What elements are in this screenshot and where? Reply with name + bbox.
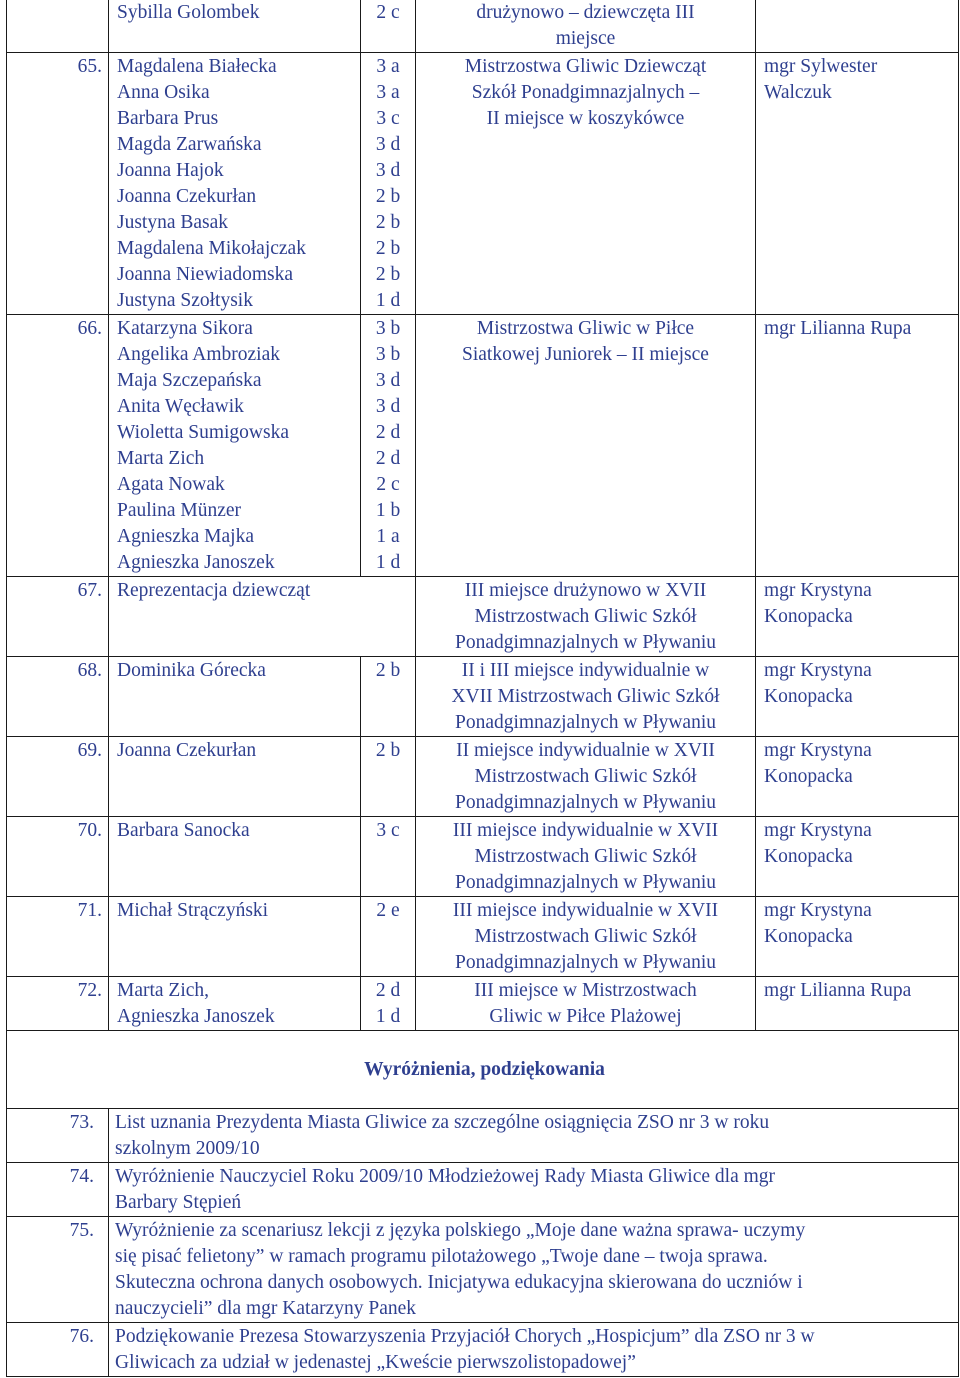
award-number: 73. — [7, 1109, 109, 1163]
class-code: 2 d — [375, 422, 401, 443]
entry-achievement — [416, 737, 756, 817]
award-number: 74. — [7, 1163, 109, 1217]
award-line: Barbary Stępień — [115, 1192, 242, 1213]
class-code: 3 a — [376, 82, 400, 103]
award-line: szkolnym 2009/10 — [115, 1138, 260, 1159]
award-text — [109, 1109, 959, 1163]
entry-teacher — [756, 817, 959, 897]
student-name: Marta Zich, — [117, 980, 210, 1001]
achievement-line: III miejsce indywidualnie w XVII — [452, 820, 719, 841]
award-line: Wyróżnienie za scenariusz lekcji z języka polskiego „Moje dane ważna sprawa- uczymy — [115, 1220, 806, 1241]
entry-number: 72. — [7, 977, 109, 1031]
class-code: 3 d — [375, 370, 401, 391]
teacher-name: Konopacka — [764, 926, 853, 947]
class-code: 2 b — [375, 186, 401, 207]
student-name: Michał Strączyński — [117, 900, 269, 921]
entry-achievement — [416, 577, 756, 657]
entry-teacher — [756, 977, 959, 1031]
class-code: 3 d — [375, 160, 401, 181]
class-code: 2 c — [376, 474, 400, 495]
class-code: 2 b — [375, 660, 401, 681]
student-name: Paulina Münzer — [117, 500, 242, 521]
class-code: 3 d — [375, 396, 401, 417]
student-name: Angelika Ambroziak — [117, 344, 280, 365]
entry-number: 70. — [7, 817, 109, 897]
table-row — [7, 977, 959, 1031]
class-code: 2 b — [375, 264, 401, 285]
student-name: Anita Węcławik — [117, 396, 244, 417]
entry-achievement — [416, 897, 756, 977]
class-code: 2 b — [375, 238, 401, 259]
teacher-name: mgr Krystyna — [764, 580, 872, 601]
section-title: Wyróżnienia, podziękowania — [364, 1059, 605, 1080]
achievement-line: miejsce — [555, 28, 616, 49]
achievement-line: II miejsce w koszykówce — [486, 108, 685, 129]
award-item — [7, 1109, 959, 1163]
table-row — [7, 53, 959, 315]
award-text — [109, 1163, 959, 1217]
achievement-line: drużynowo – dziewczęta III — [476, 2, 695, 23]
student-name: Anna Osika — [117, 82, 210, 103]
entry-teacher — [756, 657, 959, 737]
entry-number: 65. — [7, 53, 109, 315]
award-line: Wyróżnienie Nauczyciel Roku 2009/10 Młodzieżowej Rady Miasta Gliwice dla mgr — [115, 1166, 776, 1187]
achievement-line: II i III miejsce indywidualnie w — [461, 660, 710, 681]
table-row — [7, 657, 959, 737]
entry-classes — [361, 315, 416, 577]
section-cell — [7, 1031, 959, 1109]
entry-classes — [361, 737, 416, 817]
entry-names — [109, 897, 361, 977]
entry-classes — [361, 817, 416, 897]
entry-names — [109, 0, 361, 53]
teacher-name: mgr Sylwester — [764, 56, 878, 77]
teacher-name: mgr Krystyna — [764, 740, 872, 761]
achievement-line: Mistrzostwa Gliwic Dziewcząt — [464, 56, 707, 77]
class-code: 3 c — [376, 108, 400, 129]
table-row — [7, 817, 959, 897]
achievement-line: Mistrzostwach Gliwic Szkół — [474, 846, 697, 867]
student-name: Joanna Niewiadomska — [117, 264, 293, 285]
student-name: Magdalena Mikołajczak — [117, 238, 306, 259]
class-code: 1 d — [375, 552, 401, 573]
student-name: Reprezentacja dziewcząt — [117, 580, 311, 601]
student-name: Justyna Szołtysik — [117, 290, 253, 311]
table-row — [7, 577, 959, 657]
student-name: Barbara Prus — [117, 108, 219, 129]
entry-teacher — [756, 897, 959, 977]
student-name: Agnieszka Janoszek — [117, 552, 275, 573]
entry-classes — [361, 53, 416, 315]
class-code: 3 b — [375, 318, 401, 339]
class-code: 2 b — [375, 212, 401, 233]
entry-names — [109, 577, 416, 657]
award-item — [7, 1163, 959, 1217]
section-row — [7, 1031, 959, 1109]
entry-number: 71. — [7, 897, 109, 977]
class-code: 2 e — [376, 900, 400, 921]
entry-achievement — [416, 657, 756, 737]
student-name: Dominika Górecka — [117, 660, 266, 681]
entry-names — [109, 817, 361, 897]
award-line: Skuteczna ochrona danych osobowych. Inicjatywa edukacyjna skierowana do uczniów i — [115, 1272, 803, 1293]
student-name: Marta Zich — [117, 448, 205, 469]
teacher-name: mgr Lilianna Rupa — [764, 318, 912, 339]
student-name: Agata Nowak — [117, 474, 225, 495]
teacher-name: mgr Krystyna — [764, 820, 872, 841]
award-item — [7, 1217, 959, 1323]
achievement-line: III miejsce w Mistrzostwach — [474, 980, 697, 1001]
entry-number: 67. — [7, 577, 109, 657]
class-code: 3 d — [375, 134, 401, 155]
entry-achievement — [416, 977, 756, 1031]
class-code: 3 b — [375, 344, 401, 365]
student-name: Joanna Hajok — [117, 160, 224, 181]
table-row — [7, 315, 959, 577]
student-name: Magda Zarwańska — [117, 134, 262, 155]
achievement-line: Gliwic w Piłce Plażowej — [489, 1006, 682, 1027]
student-name: Maja Szczepańska — [117, 370, 262, 391]
table-row — [7, 737, 959, 817]
class-code: 2 b — [375, 740, 401, 761]
entry-teacher — [756, 53, 959, 315]
entry-achievement — [416, 53, 756, 315]
entry-teacher — [756, 737, 959, 817]
student-name: Barbara Sanocka — [117, 820, 250, 841]
award-item — [7, 1323, 959, 1377]
award-line: Gliwicach za udział w jedenastej „Kweście pierwszolistopadowej” — [115, 1352, 636, 1373]
student-name: Agnieszka Janoszek — [117, 1006, 275, 1027]
entry-classes — [361, 897, 416, 977]
teacher-name: Walczuk — [764, 82, 832, 103]
achievement-line: Ponadgimnazjalnych w Pływaniu — [454, 632, 717, 653]
entry-teacher — [756, 0, 959, 53]
achievement-line: Siatkowej Juniorek – II miejsce — [462, 344, 709, 365]
achievement-line: Ponadgimnazjalnych w Pływaniu — [454, 712, 717, 733]
entry-classes — [361, 657, 416, 737]
class-code: 2 d — [375, 980, 401, 1001]
entry-number: 68. — [7, 657, 109, 737]
class-code: 3 a — [376, 56, 400, 77]
entry-names — [109, 737, 361, 817]
achievement-line: Ponadgimnazjalnych w Pływaniu — [454, 792, 717, 813]
student-name: Wioletta Sumigowska — [117, 422, 289, 443]
student-name: Katarzyna Sikora — [117, 318, 253, 339]
entry-names — [109, 657, 361, 737]
achievement-line: Ponadgimnazjalnych w Pływaniu — [454, 872, 717, 893]
entry-number: 66. — [7, 315, 109, 577]
entry-number — [7, 0, 109, 53]
entry-teacher — [756, 315, 959, 577]
teacher-name: Konopacka — [764, 686, 853, 707]
student-name: Joanna Czekurłan — [117, 186, 257, 207]
student-name: Joanna Czekurłan — [117, 740, 257, 761]
entry-names — [109, 315, 361, 577]
entry-number: 69. — [7, 737, 109, 817]
entry-teacher — [756, 577, 959, 657]
student-name: Justyna Basak — [117, 212, 229, 233]
achievement-line: Szkół Ponadgimnazjalnych – — [471, 82, 700, 103]
award-number: 75. — [7, 1217, 109, 1323]
award-line: się pisać felietony” w ramach programu pilotażowego „Twoje dane – twoja sprawa. — [115, 1246, 768, 1267]
achievement-line: Mistrzostwach Gliwic Szkół — [474, 926, 697, 947]
teacher-name: Konopacka — [764, 766, 853, 787]
award-number: 76. — [7, 1323, 109, 1377]
entry-achievement — [416, 817, 756, 897]
entry-achievement — [416, 0, 756, 53]
award-line: List uznania Prezydenta Miasta Gliwice za szczególne osiągnięcia ZSO nr 3 w roku — [115, 1112, 770, 1133]
class-code: 2 d — [375, 448, 401, 469]
table-row — [7, 0, 959, 53]
achievement-line: III miejsce indywidualnie w XVII — [452, 900, 719, 921]
award-text — [109, 1323, 959, 1377]
class-code: 1 b — [375, 500, 401, 521]
teacher-name: Konopacka — [764, 846, 853, 867]
award-line: Podziękowanie Prezesa Stowarzyszenia Przyjaciół Chorych „Hospicjum” dla ZSO nr 3 w — [115, 1326, 815, 1347]
achievement-line: Mistrzostwach Gliwic Szkół — [474, 606, 697, 627]
achievement-line: Mistrzostwach Gliwic Szkół — [474, 766, 697, 787]
class-code: 1 d — [375, 290, 401, 311]
achievement-line: Mistrzostwa Gliwic w Piłce — [476, 318, 695, 339]
award-text — [109, 1217, 959, 1323]
class-code: 1 a — [376, 526, 400, 547]
student-name: Sybilla Golombek — [117, 2, 260, 23]
class-code: 1 d — [375, 1006, 401, 1027]
entry-names — [109, 53, 361, 315]
class-code: 2 c — [376, 2, 400, 23]
teacher-name: mgr Lilianna Rupa — [764, 980, 912, 1001]
entry-names — [109, 977, 361, 1031]
awards-list — [6, 1108, 959, 1377]
class-code: 3 c — [376, 820, 400, 841]
achievement-line: II miejsce indywidualnie w XVII — [456, 740, 715, 761]
achievement-line: XVII Mistrzostwach Gliwic Szkół — [451, 686, 720, 707]
teacher-name: mgr Krystyna — [764, 660, 872, 681]
entry-achievement — [416, 315, 756, 577]
student-name: Magdalena Białecka — [117, 56, 277, 77]
achievement-line: Ponadgimnazjalnych w Pływaniu — [454, 952, 717, 973]
table-row — [7, 897, 959, 977]
achievement-line: III miejsce drużynowo w XVII — [464, 580, 707, 601]
teacher-name: Konopacka — [764, 606, 853, 627]
teacher-name: mgr Krystyna — [764, 900, 872, 921]
achievements-table — [6, 0, 959, 1109]
entry-classes — [361, 0, 416, 53]
award-line: nauczycieli” dla mgr Katarzyny Panek — [115, 1298, 417, 1319]
entry-classes — [361, 977, 416, 1031]
student-name: Agnieszka Majka — [117, 526, 254, 547]
